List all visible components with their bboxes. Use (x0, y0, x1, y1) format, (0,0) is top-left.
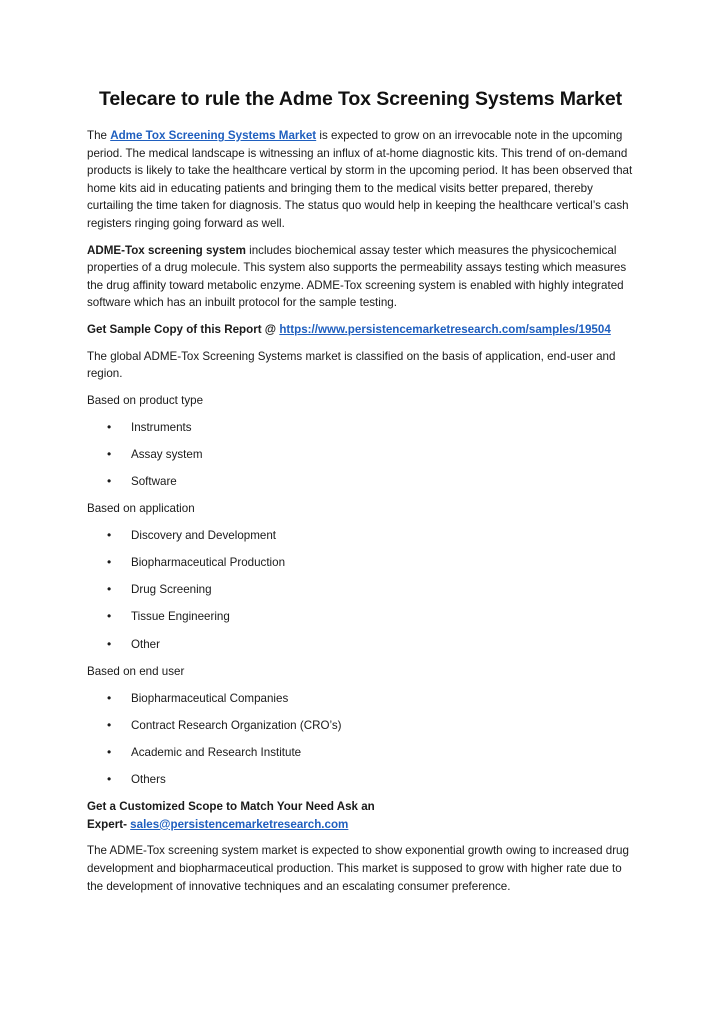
sample-label: Get Sample Copy of this Report @ (87, 322, 280, 336)
list-item: • Biopharmaceutical Production (87, 554, 634, 572)
market-link[interactable]: Adme Tox Screening Systems Market (110, 129, 317, 142)
classification-paragraph: The global ADME-Tox Screening Systems market is classified on the basis of application, end-user and region. (87, 349, 616, 381)
list-item: • Discovery and Development (87, 527, 634, 545)
end-user-list (87, 690, 634, 789)
application-label: Based on application (87, 502, 195, 516)
intro-text: is expected to grow on an irrevocable note in the upcoming period. The medical landscape is witnessing an influx of at-home diagnostic kits. This trend of on-demand products is likely to take the healthcare vertical by storm in the upcoming period. It has been observed that home kits aid in educating patients and bringing them to the medical visits better prepared, thereby curtailing the time taken for diagnosis. The status quo would help in keeping the healthcare vertical’s cash registers ringing going forward as well. (87, 129, 633, 230)
intro-paragraph (87, 127, 634, 233)
list-item: • Other (87, 636, 634, 654)
expert-line-1: Get a Customized Scope to Match Your Need Ask an (87, 800, 375, 814)
email-link[interactable]: sales@persistencemarketresearch.com (130, 817, 349, 831)
list-item: • Others (87, 771, 634, 789)
list-item: • Drug Screening (87, 581, 634, 599)
list-item: • Biopharmaceutical Companies (87, 690, 634, 708)
system-bold-term: ADME-Tox screening system (87, 243, 246, 257)
list-item: • Instruments (87, 419, 634, 437)
sample-link[interactable]: https://www.persistencemarketresearch.com/samples/19504 (279, 322, 611, 336)
application-list (87, 527, 634, 653)
expert-paragraph (87, 798, 634, 833)
list-item: • Assay system (87, 446, 634, 464)
list-item: • Tissue Engineering (87, 608, 634, 626)
product-type-label: Based on product type (87, 393, 204, 407)
page-title: Telecare to rule the Adme Tox Screening Systems Market (98, 88, 623, 110)
list-item: • Academic and Research Institute (87, 744, 634, 762)
intro-prefix: The (87, 129, 111, 142)
end-user-label: Based on end user (87, 664, 185, 678)
list-item: • Contract Research Organization (CRO’s) (87, 717, 634, 735)
closing-paragraph: The ADME-Tox screening system market is expected to show exponential growth owing to increased drug development and biopharmaceutical production. This market is supposed to grow with higher rate due to the development of innovative techniques and an escalating consumer preference. (87, 844, 629, 893)
list-item: • Software (87, 473, 634, 491)
expert-line-2: Expert- (87, 817, 131, 831)
system-paragraph (87, 242, 634, 312)
system-text: includes biochemical assay tester which measures the physicochemical properties of a drug molecule. This system also supports the permeability assays testing which measures the drug affinity toward metabolic enzyme. ADME-Tox screening system is enabled with highly integrated software which has an inbuilt protocol for the sample testing. (87, 243, 627, 310)
sample-line (87, 321, 634, 339)
product-type-list (87, 419, 634, 491)
